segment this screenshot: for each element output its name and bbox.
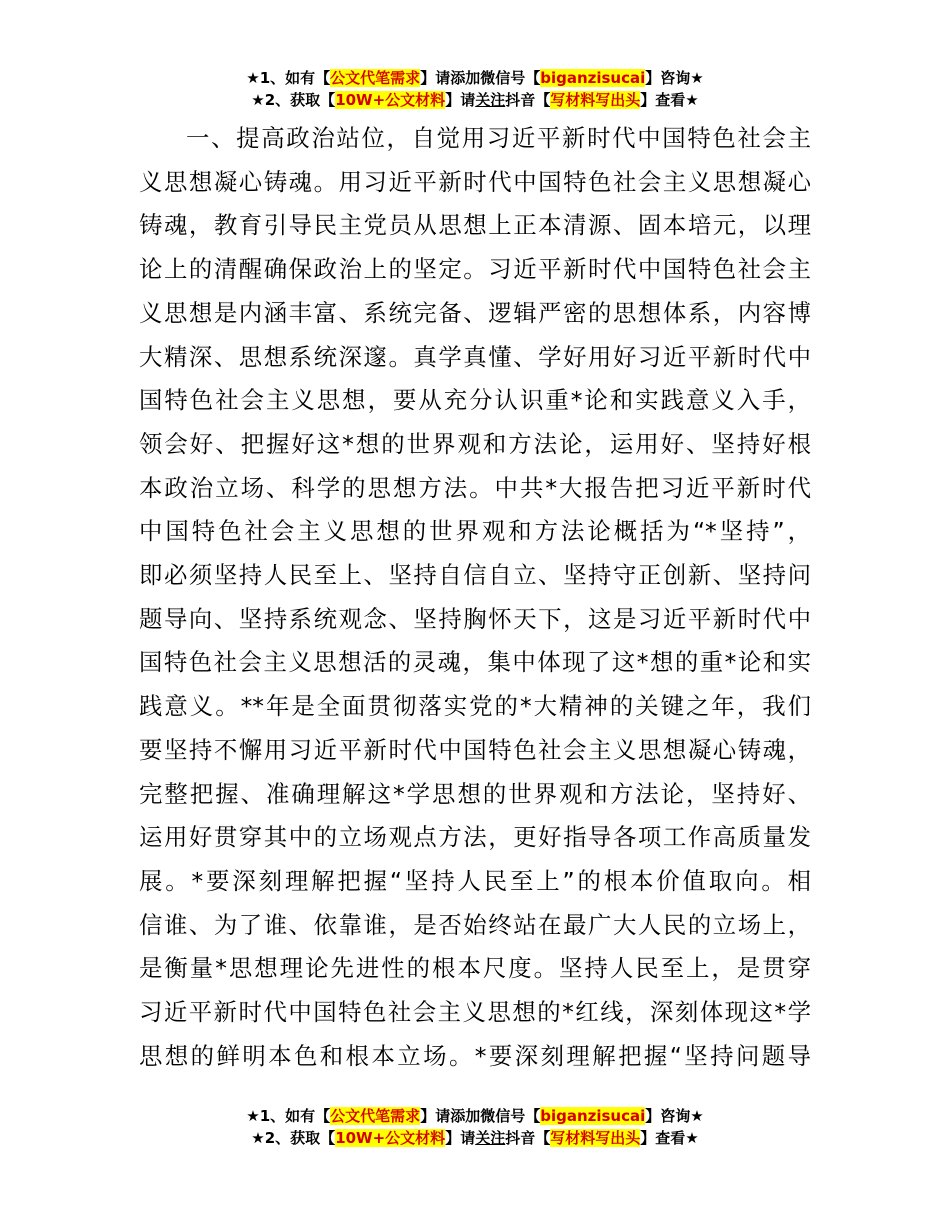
notice-text: 】请	[445, 91, 476, 109]
body-line: 领会好、把握好这*想的世界观和方法论，运用好、坚持好根	[139, 429, 811, 458]
notice-text: 抖音【	[505, 1129, 551, 1147]
highlight-materials: 10W+公文材料	[335, 1129, 446, 1147]
body-line: 中国特色社会主义思想的世界观和方法论概括为“*坚持”，	[139, 517, 811, 546]
body-line: 要坚持不懈用习近平新时代中国特色社会主义思想凝心铸魂，	[139, 735, 811, 764]
header-notice-line-1	[0, 67, 950, 89]
highlight-materials: 10W+公文材料	[335, 91, 446, 109]
highlight-douyin-account: 写材料写出头	[550, 1129, 641, 1147]
body-line: 本政治立场、科学的思想方法。中共*大报告把习近平新时代	[139, 473, 811, 502]
underlined-follow: 关注	[475, 91, 506, 109]
body-line: 义思想凝心铸魂。用习近平新时代中国特色社会主义思想凝心	[139, 167, 811, 196]
notice-text: ★2、获取【	[251, 1129, 336, 1147]
notice-text: 】咨询★	[645, 1107, 704, 1125]
notice-text: 】请添加微信号【	[420, 1107, 541, 1125]
highlight-wechat-id: biganzisucai	[540, 69, 646, 87]
header-notice	[0, 67, 950, 111]
highlight-service: 公文代笔需求	[330, 1107, 421, 1125]
notice-text: ★1、如有【	[246, 69, 331, 87]
body-line: 论上的清醒确保政治上的坚定。习近平新时代中国特色社会主	[139, 255, 811, 284]
body-line: 铸魂，教育引导民主党员从思想上正本清源、固本培元，以理	[139, 211, 811, 240]
body-line: 义思想是内涵丰富、系统完备、逻辑严密的思想体系，内容博	[139, 298, 811, 327]
body-line: 国特色社会主义思想，要从充分认识重*论和实践意义入手，	[139, 386, 811, 415]
notice-text: 】查看★	[640, 1129, 699, 1147]
body-line: 践意义。**年是全面贯彻落实党的*大精神的关键之年，我们	[139, 692, 811, 721]
underlined-follow: 关注	[475, 1129, 506, 1147]
notice-text: 】查看★	[640, 91, 699, 109]
body-line: 一、提高政治站位，自觉用习近平新时代中国特色社会主	[186, 124, 811, 152]
document-body	[139, 117, 811, 1078]
notice-text: ★1、如有【	[246, 1107, 331, 1125]
highlight-wechat-id: biganzisucai	[540, 1107, 646, 1125]
body-line: 题导向、坚持系统观念、坚持胸怀天下，这是习近平新时代中	[139, 604, 811, 633]
body-line: 即必须坚持人民至上、坚持自信自立、坚持守正创新、坚持问	[139, 561, 811, 590]
body-line: 运用好贯穿其中的立场观点方法，更好指导各项工作高质量发	[139, 823, 811, 852]
body-line: 习近平新时代中国特色社会主义思想的*红线，深刻体现这*学	[139, 998, 811, 1027]
notice-text: 】咨询★	[645, 69, 704, 87]
footer-notice-line-1	[0, 1105, 950, 1127]
body-line: 大精深、思想系统深邃。真学真懂、学好用好习近平新时代中	[139, 342, 811, 371]
body-line: 是衡量*思想理论先进性的根本尺度。坚持人民至上，是贯穿	[139, 954, 811, 983]
body-line: 国特色社会主义思想活的灵魂，集中体现了这*想的重*论和实	[139, 648, 811, 677]
body-line: 思想的鲜明本色和根本立场。*要深刻理解把握“坚持问题导	[139, 1041, 811, 1070]
notice-text: ★2、获取【	[251, 91, 336, 109]
highlight-douyin-account: 写材料写出头	[550, 91, 641, 109]
highlight-service: 公文代笔需求	[330, 69, 421, 87]
notice-text: 】请	[445, 1129, 476, 1147]
body-line: 完整把握、准确理解这*学思想的世界观和方法论，坚持好、	[139, 779, 811, 808]
footer-notice-line-2	[0, 1127, 950, 1149]
header-notice-line-2	[0, 89, 950, 111]
body-line: 展。*要深刻理解把握“坚持人民至上”的根本价值取向。相	[139, 866, 811, 895]
notice-text: 抖音【	[505, 91, 551, 109]
notice-text: 】请添加微信号【	[420, 69, 541, 87]
body-line: 信谁、为了谁、依靠谁，是否始终站在最广大人民的立场上，	[139, 910, 811, 939]
footer-notice	[0, 1105, 950, 1149]
